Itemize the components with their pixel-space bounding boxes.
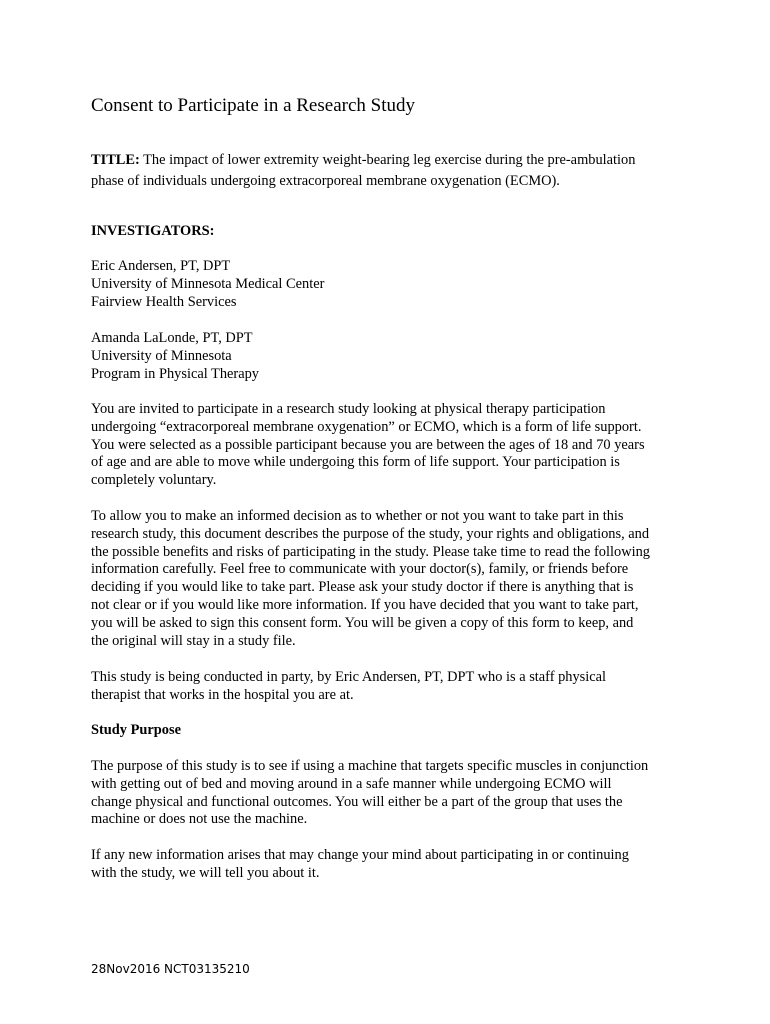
paragraph-line: You were selected as a possible participant because you are between the ages of 18 and 70 years [91, 436, 645, 453]
invitation-paragraph [91, 401, 691, 490]
investigator-1-affiliation: University of Minnesota Medical Center [91, 275, 325, 292]
paragraph-line: with getting out of bed and moving around in a safe manner while undergoing ECMO will [91, 775, 612, 792]
investigator-1-name: Eric Andersen, PT, DPT [91, 258, 231, 274]
investigator-2-block [91, 330, 691, 383]
study-title-line-2: phase of individuals undergoing extracorporeal membrane oxygenation (ECMO). [91, 173, 560, 189]
investigator-2-affiliation: University of Minnesota [91, 347, 232, 364]
study-title-text-1: The impact of lower extremity weight-bearing leg exercise during the pre-ambulation [139, 152, 636, 168]
paragraph-line: information carefully. Feel free to communicate with your doctor(s), family, or friends before [91, 561, 629, 578]
paragraph-line: with the study, we will tell you about it. [91, 864, 320, 881]
paragraph-line: The purpose of this study is to see if using a machine that targets specific muscles in conjunction [91, 758, 649, 774]
paragraph-line: machine or does not use the machine. [91, 811, 308, 828]
study-title-block [91, 150, 691, 192]
paragraph-line: completely voluntary. [91, 472, 217, 489]
paragraph-line: not clear or if you would like more information. If you have decided that you want to take part, [91, 596, 639, 613]
new-information-paragraph [91, 847, 691, 883]
investigator-1-organization: Fairview Health Services [91, 293, 237, 310]
paragraph-line: of age and are able to move while undergoing this form of life support. Your participation is [91, 454, 620, 471]
investigators-heading: INVESTIGATORS: [91, 223, 215, 239]
study-purpose-paragraph [91, 758, 691, 829]
paragraph-line: change physical and functional outcomes. You will either be a part of the group that uses the [91, 793, 623, 810]
paragraph-line: This study is being conducted in party, by Eric Andersen, PT, DPT who is a staff physical [91, 669, 607, 685]
paragraph-line: the original will stay in a study file. [91, 632, 296, 649]
document-footer: 28Nov2016 NCT03135210 [91, 962, 250, 976]
paragraph-line: you will be asked to sign this consent form. You will be given a copy of this form to keep, and [91, 614, 634, 631]
conducted-by-paragraph [91, 669, 691, 705]
paragraph-line: To allow you to make an informed decision as to whether or not you want to take part in this [91, 508, 624, 524]
paragraph-line: deciding if you would like to take part. Please ask your study doctor if there is anything that is [91, 579, 634, 596]
paragraph-line: the possible benefits and risks of participating in the study. Please take time to read the following [91, 543, 650, 560]
paragraph-line: research study, this document describes the purpose of the study, your rights and obligations, and [91, 525, 650, 542]
document-heading: Consent to Participate in a Research Study [91, 95, 415, 116]
investigator-1-block [91, 258, 691, 311]
study-title-line-1 [91, 150, 691, 171]
informed-decision-paragraph [91, 508, 691, 650]
paragraph-line: undergoing “extracorporeal membrane oxygenation” or ECMO, which is a form of life support. [91, 418, 642, 435]
paragraph-line: You are invited to participate in a research study looking at physical therapy participation [91, 401, 606, 417]
study-purpose-heading: Study Purpose [91, 722, 181, 738]
paragraph-line: If any new information arises that may change your mind about participating in or continuing [91, 847, 629, 863]
investigator-2-name: Amanda LaLonde, PT, DPT [91, 330, 253, 346]
paragraph-line: therapist that works in the hospital you are at. [91, 686, 354, 703]
title-label: TITLE: [91, 152, 140, 168]
investigator-2-program: Program in Physical Therapy [91, 365, 259, 382]
